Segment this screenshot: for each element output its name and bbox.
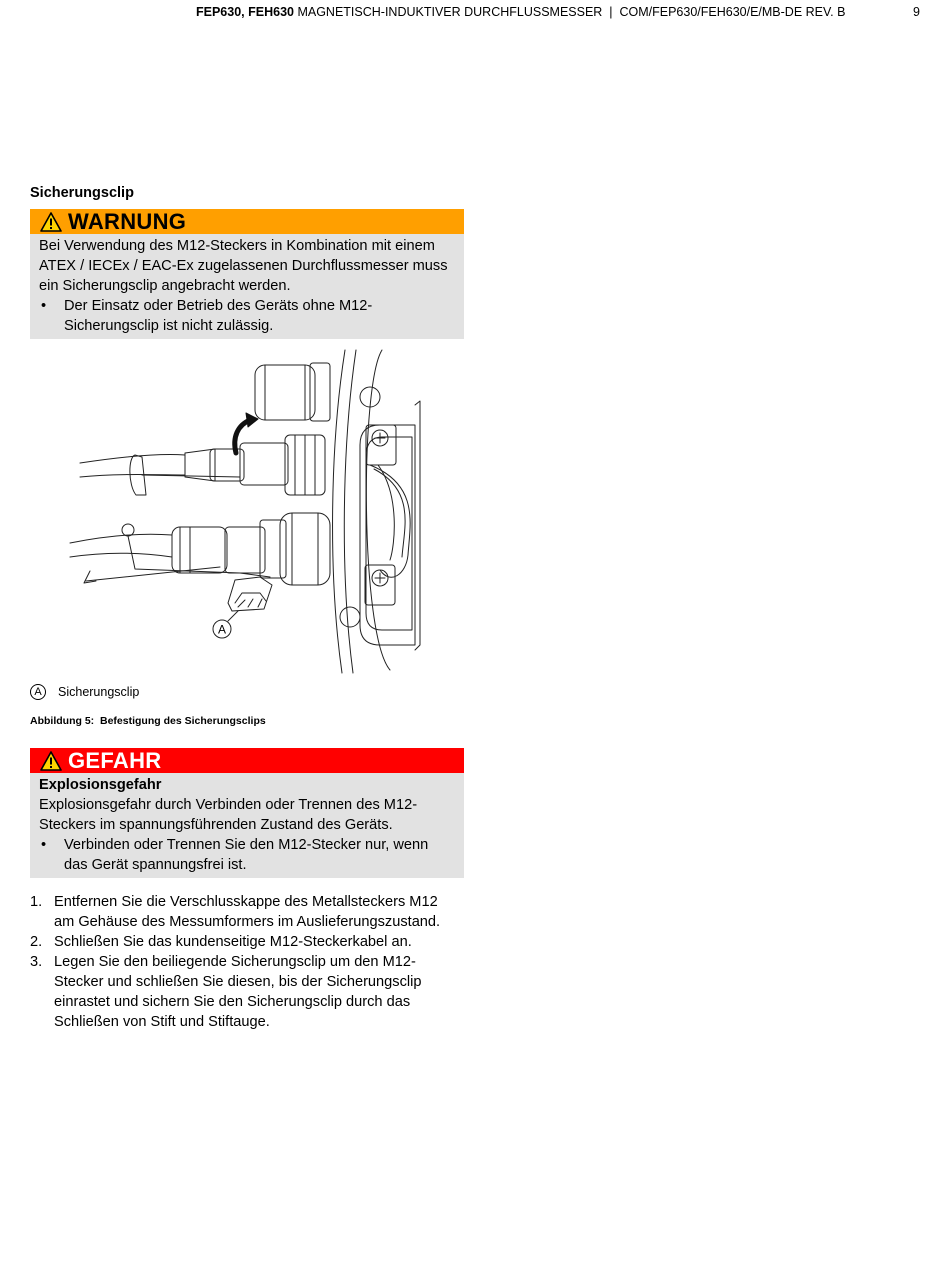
- document-title: [196, 4, 845, 20]
- warning-bullet: • Der Einsatz oder Betrieb des Geräts ohne M12-Sicherungsclip ist nicht zulässig.: [39, 296, 454, 336]
- warning-box: [30, 209, 464, 339]
- danger-body: [30, 773, 464, 878]
- warning-text: Bei Verwendung des M12-Steckers in Kombination mit einem ATEX / IECEx / EAC-Ex zugelassenen Durchflussmesser muss ein Sicherungsclip angebracht werden.: [39, 238, 448, 294]
- danger-heading: Explosionsgefahr: [39, 777, 162, 793]
- step-item: [30, 892, 460, 932]
- legend-text: Sicherungsclip: [58, 685, 140, 699]
- step-item: [30, 952, 460, 1032]
- danger-label: GEFAHR: [68, 747, 162, 773]
- warning-bar: [30, 209, 464, 234]
- step-text: Entfernen Sie die Verschlusskappe des Metallsteckers M12 am Gehäuse des Messumformers im Auslieferungszustand.: [54, 894, 441, 930]
- step-text: Schließen Sie das kundenseitige M12-Steckerkabel an.: [54, 934, 412, 950]
- warning-label: WARNUNG: [68, 208, 187, 234]
- danger-text: Explosionsgefahr durch Verbinden oder Trennen des M12-Steckers im spannungsführenden Zustand des Geräts.: [39, 797, 418, 833]
- instruction-steps: [30, 892, 460, 1032]
- document-title-rest: MAGNETISCH-INDUKTIVER DURCHFLUSSMESSER | COM/FEP630/FEH630/E/MB-DE REV. B: [293, 5, 846, 19]
- caption-text: Befestigung des Sicherungsclips: [100, 715, 266, 727]
- step-number: 3.: [30, 954, 43, 970]
- document-title-bold: FEP630, FEH630: [196, 5, 294, 19]
- page-header: [0, 4, 950, 20]
- danger-bar: [30, 748, 464, 773]
- warning-bullet-text: Der Einsatz oder Betrieb des Geräts ohne M12-Sicherungsclip ist nicht zulässig.: [64, 298, 373, 334]
- warning-triangle-icon: [40, 212, 62, 232]
- connector-illustration: [60, 345, 440, 675]
- step-item: [30, 932, 460, 952]
- page-number: 9: [913, 5, 920, 19]
- danger-bullet-text: Verbinden oder Trennen Sie den M12-Stecker nur, wenn das Gerät spannungsfrei ist.: [64, 837, 429, 873]
- step-number: 1.: [30, 894, 43, 910]
- danger-bullet: • Verbinden oder Trennen Sie den M12-Stecker nur, wenn das Gerät spannungsfrei ist.: [39, 835, 454, 875]
- danger-box: [30, 748, 464, 878]
- figure-legend: [30, 684, 139, 700]
- legend-marker: A: [30, 684, 46, 700]
- step-number: 2.: [30, 934, 43, 950]
- warning-triangle-icon: [40, 751, 62, 771]
- figure-callout-a: A: [217, 622, 227, 637]
- warning-body: [30, 234, 464, 339]
- step-text: Legen Sie den beiliegende Sicherungsclip um den M12-Stecker und schließen Sie diesen, bis der Sicherungsclip einrastet und sichern Sie den Sicherungsclip durch das Schließen von Stift und Stiftauge.: [54, 954, 422, 1030]
- caption-label: Abbildung 5:: [30, 715, 95, 727]
- figure-caption: [30, 715, 266, 727]
- section-title: Sicherungsclip: [30, 185, 134, 201]
